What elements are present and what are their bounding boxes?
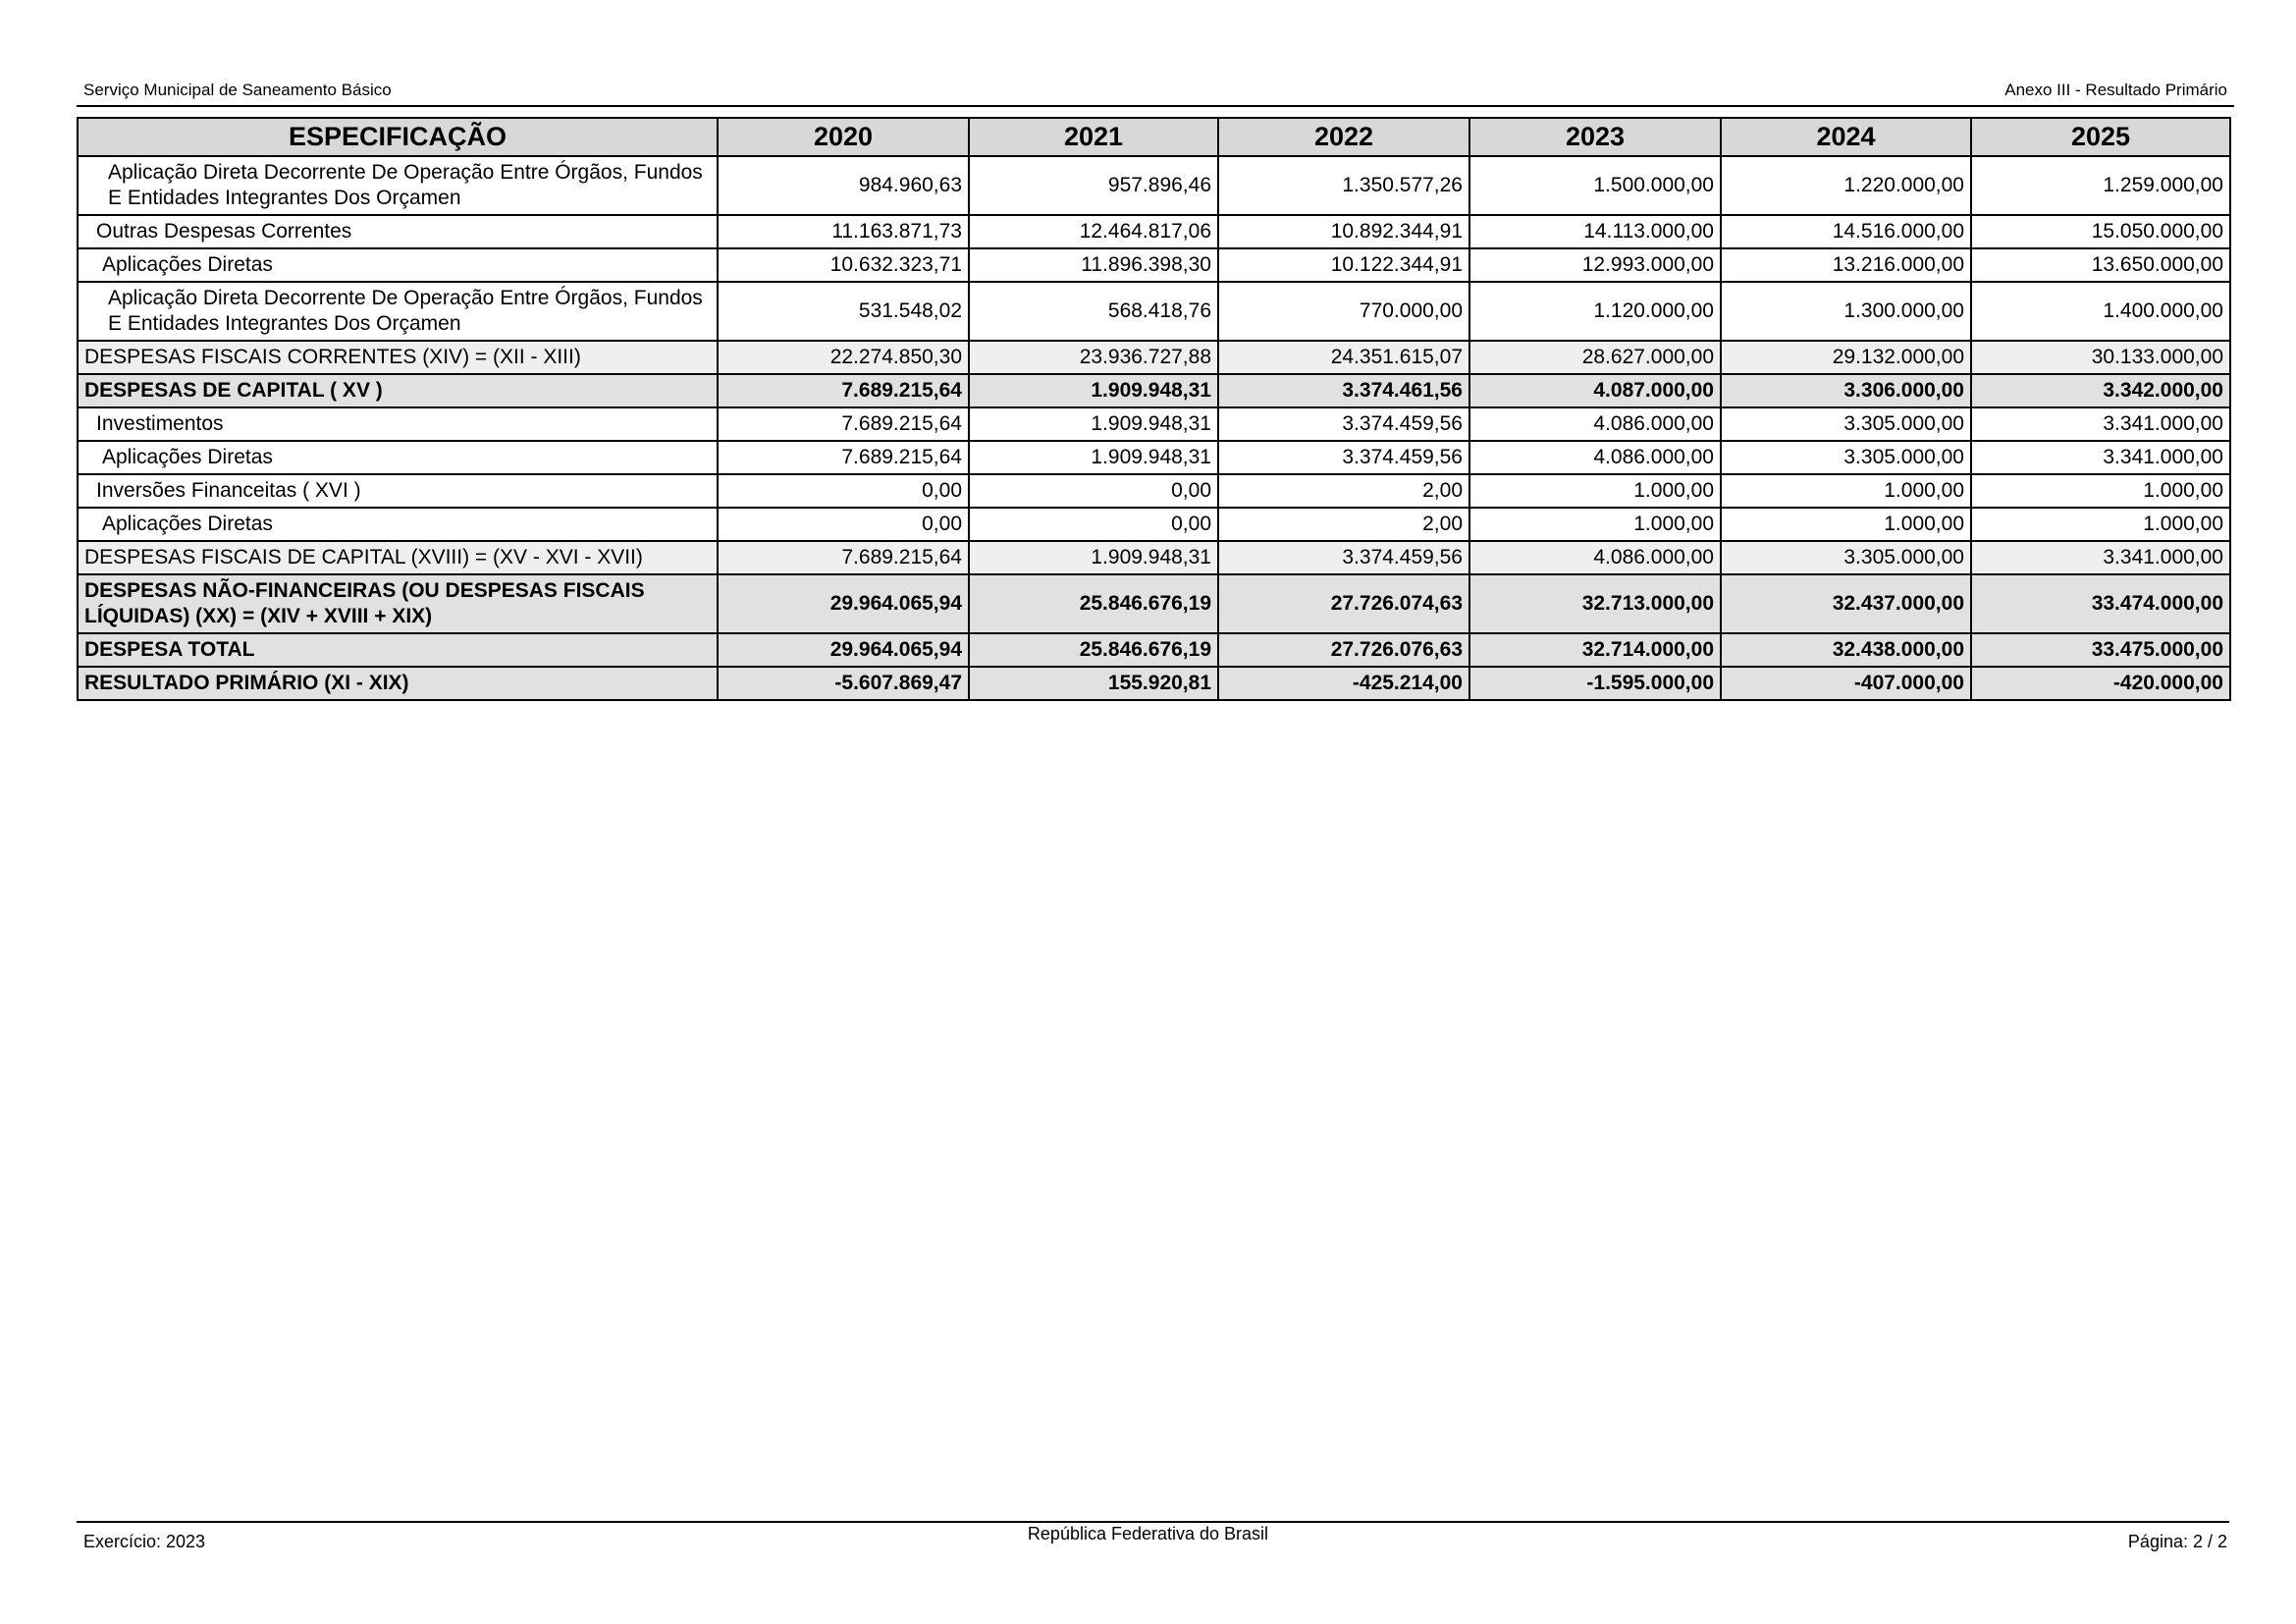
table-row <box>78 374 2230 407</box>
cell-2020: 531.548,02 <box>718 282 969 341</box>
table-row <box>78 667 2230 700</box>
cell-2021: 957.896,46 <box>969 156 1218 215</box>
cell-2021: 25.846.676,19 <box>969 633 1218 667</box>
cell-2025: -420.000,00 <box>1971 667 2230 700</box>
cell-2021: 12.464.817,06 <box>969 215 1218 248</box>
row-label <box>78 156 718 215</box>
cell-2021: 1.909.948,31 <box>969 407 1218 441</box>
cell-2025: 1.259.000,00 <box>1971 156 2230 215</box>
cell-2025: 3.341.000,00 <box>1971 407 2230 441</box>
cell-2023: 4.086.000,00 <box>1469 541 1721 574</box>
cell-2024: 32.437.000,00 <box>1721 574 1971 633</box>
cell-2021: 11.896.398,30 <box>969 248 1218 282</box>
cell-2025: 33.475.000,00 <box>1971 633 2230 667</box>
cell-2022: 3.374.459,56 <box>1218 441 1469 474</box>
row-label-text: Inversões Financeitas ( XVI ) <box>96 479 361 502</box>
cell-2025: 1.400.000,00 <box>1971 282 2230 341</box>
header-year-2021: 2021 <box>969 118 1218 156</box>
cell-2023: 4.086.000,00 <box>1469 407 1721 441</box>
table-row <box>78 574 2230 633</box>
row-label <box>78 407 718 441</box>
table-row <box>78 508 2230 541</box>
cell-2024: 14.516.000,00 <box>1721 215 1971 248</box>
cell-2024: 29.132.000,00 <box>1721 341 1971 374</box>
cell-2021: 0,00 <box>969 508 1218 541</box>
cell-2025: 1.000,00 <box>1971 508 2230 541</box>
cell-2022: 10.892.344,91 <box>1218 215 1469 248</box>
cell-2024: 1.300.000,00 <box>1721 282 1971 341</box>
cell-2022: 27.726.076,63 <box>1218 633 1469 667</box>
cell-2025: 1.000,00 <box>1971 474 2230 508</box>
header-year-2022: 2022 <box>1218 118 1469 156</box>
cell-2022: 24.351.615,07 <box>1218 341 1469 374</box>
table-header-row <box>78 118 2230 156</box>
table-row <box>78 407 2230 441</box>
table-row <box>78 215 2230 248</box>
row-label-text: Investimentos <box>96 412 224 435</box>
cell-2020: 984.960,63 <box>718 156 969 215</box>
row-label: DESPESAS DE CAPITAL ( XV ) <box>78 374 718 407</box>
row-label-text: Aplicações Diretas <box>102 513 273 535</box>
row-label <box>78 508 718 541</box>
cell-2023: -1.595.000,00 <box>1469 667 1721 700</box>
cell-2023: 1.000,00 <box>1469 508 1721 541</box>
cell-2021: 568.418,76 <box>969 282 1218 341</box>
cell-2022: 3.374.459,56 <box>1218 407 1469 441</box>
table-row <box>78 341 2230 374</box>
cell-2020: 29.964.065,94 <box>718 574 969 633</box>
cell-2023: 4.086.000,00 <box>1469 441 1721 474</box>
cell-2023: 1.500.000,00 <box>1469 156 1721 215</box>
exercise-year: Exercício: 2023 <box>83 1532 206 1551</box>
cell-2021: 155.920,81 <box>969 667 1218 700</box>
table-row <box>78 156 2230 215</box>
row-label: DESPESAS NÃO-FINANCEIRAS (OU DESPESAS FISCAIS LÍQUIDAS) (XX) = (XIV + XVIII + XIX) <box>78 574 718 633</box>
cell-2020: 7.689.215,64 <box>718 374 969 407</box>
cell-2025: 13.650.000,00 <box>1971 248 2230 282</box>
header-year-2025: 2025 <box>1971 118 2230 156</box>
row-label <box>78 474 718 508</box>
row-label <box>78 282 718 341</box>
header-specification: ESPECIFICAÇÃO <box>78 118 718 156</box>
cell-2020: 7.689.215,64 <box>718 407 969 441</box>
cell-2020: 0,00 <box>718 474 969 508</box>
row-label-text: Outras Despesas Correntes <box>96 220 352 243</box>
table-row <box>78 248 2230 282</box>
cell-2022: 2,00 <box>1218 508 1469 541</box>
cell-2024: 3.306.000,00 <box>1721 374 1971 407</box>
cell-2021: 1.909.948,31 <box>969 374 1218 407</box>
header-year-2023: 2023 <box>1469 118 1721 156</box>
row-label <box>78 441 718 474</box>
cell-2025: 3.342.000,00 <box>1971 374 2230 407</box>
country-name: República Federativa do Brasil <box>1027 1524 1269 1543</box>
row-label: DESPESAS FISCAIS CORRENTES (XIV) = (XII - XIII) <box>78 341 718 374</box>
cell-2021: 1.909.948,31 <box>969 541 1218 574</box>
cell-2020: 7.689.215,64 <box>718 541 969 574</box>
cell-2020: 7.689.215,64 <box>718 441 969 474</box>
cell-2020: 22.274.850,30 <box>718 341 969 374</box>
table-row <box>78 633 2230 667</box>
cell-2020: 0,00 <box>718 508 969 541</box>
cell-2023: 4.087.000,00 <box>1469 374 1721 407</box>
cell-2024: 13.216.000,00 <box>1721 248 1971 282</box>
cell-2023: 32.713.000,00 <box>1469 574 1721 633</box>
footer-divider <box>77 1521 2229 1523</box>
cell-2024: 1.000,00 <box>1721 474 1971 508</box>
cell-2020: 10.632.323,71 <box>718 248 969 282</box>
annex-title: Anexo III - Resultado Primário <box>2004 81 2227 99</box>
page-number: Página: 2 / 2 <box>2127 1532 2227 1551</box>
cell-2024: 3.305.000,00 <box>1721 441 1971 474</box>
cell-2024: 3.305.000,00 <box>1721 541 1971 574</box>
cell-2024: 3.305.000,00 <box>1721 407 1971 441</box>
cell-2025: 33.474.000,00 <box>1971 574 2230 633</box>
cell-2025: 30.133.000,00 <box>1971 341 2230 374</box>
cell-2022: 27.726.074,63 <box>1218 574 1469 633</box>
entity-name: Serviço Municipal de Saneamento Básico <box>83 81 392 99</box>
cell-2023: 32.714.000,00 <box>1469 633 1721 667</box>
cell-2023: 1.120.000,00 <box>1469 282 1721 341</box>
cell-2020: -5.607.869,47 <box>718 667 969 700</box>
row-label: DESPESA TOTAL <box>78 633 718 667</box>
row-label-text: Aplicação Direta Decorrente De Operação Entre Órgãos, Fundos E Entidades Integrantes Dos Orçamen <box>108 161 703 209</box>
row-label <box>78 215 718 248</box>
row-label: RESULTADO PRIMÁRIO (XI - XIX) <box>78 667 718 700</box>
cell-2022: 3.374.459,56 <box>1218 541 1469 574</box>
row-label-text: Aplicações Diretas <box>102 446 273 468</box>
cell-2022: 1.350.577,26 <box>1218 156 1469 215</box>
cell-2021: 0,00 <box>969 474 1218 508</box>
cell-2023: 14.113.000,00 <box>1469 215 1721 248</box>
header-divider <box>77 105 2234 107</box>
cell-2022: 770.000,00 <box>1218 282 1469 341</box>
cell-2021: 1.909.948,31 <box>969 441 1218 474</box>
table-row <box>78 474 2230 508</box>
cell-2020: 11.163.871,73 <box>718 215 969 248</box>
cell-2022: 3.374.461,56 <box>1218 374 1469 407</box>
cell-2022: 10.122.344,91 <box>1218 248 1469 282</box>
cell-2022: -425.214,00 <box>1218 667 1469 700</box>
cell-2024: 1.220.000,00 <box>1721 156 1971 215</box>
row-label-text: Aplicação Direta Decorrente De Operação Entre Órgãos, Fundos E Entidades Integrantes Dos Orçamen <box>108 287 703 335</box>
header-year-2020: 2020 <box>718 118 969 156</box>
cell-2022: 2,00 <box>1218 474 1469 508</box>
cell-2024: 32.438.000,00 <box>1721 633 1971 667</box>
cell-2021: 25.846.676,19 <box>969 574 1218 633</box>
row-label-text: Aplicações Diretas <box>102 253 273 276</box>
primary-result-table <box>77 117 2231 701</box>
cell-2024: -407.000,00 <box>1721 667 1971 700</box>
cell-2025: 3.341.000,00 <box>1971 441 2230 474</box>
cell-2025: 3.341.000,00 <box>1971 541 2230 574</box>
cell-2024: 1.000,00 <box>1721 508 1971 541</box>
header-year-2024: 2024 <box>1721 118 1971 156</box>
row-label <box>78 248 718 282</box>
cell-2020: 29.964.065,94 <box>718 633 969 667</box>
table-row <box>78 541 2230 574</box>
cell-2023: 1.000,00 <box>1469 474 1721 508</box>
table-row <box>78 441 2230 474</box>
cell-2021: 23.936.727,88 <box>969 341 1218 374</box>
row-label: DESPESAS FISCAIS DE CAPITAL (XVIII) = (XV - XVI - XVII) <box>78 541 718 574</box>
cell-2023: 28.627.000,00 <box>1469 341 1721 374</box>
cell-2025: 15.050.000,00 <box>1971 215 2230 248</box>
cell-2023: 12.993.000,00 <box>1469 248 1721 282</box>
table-row <box>78 282 2230 341</box>
